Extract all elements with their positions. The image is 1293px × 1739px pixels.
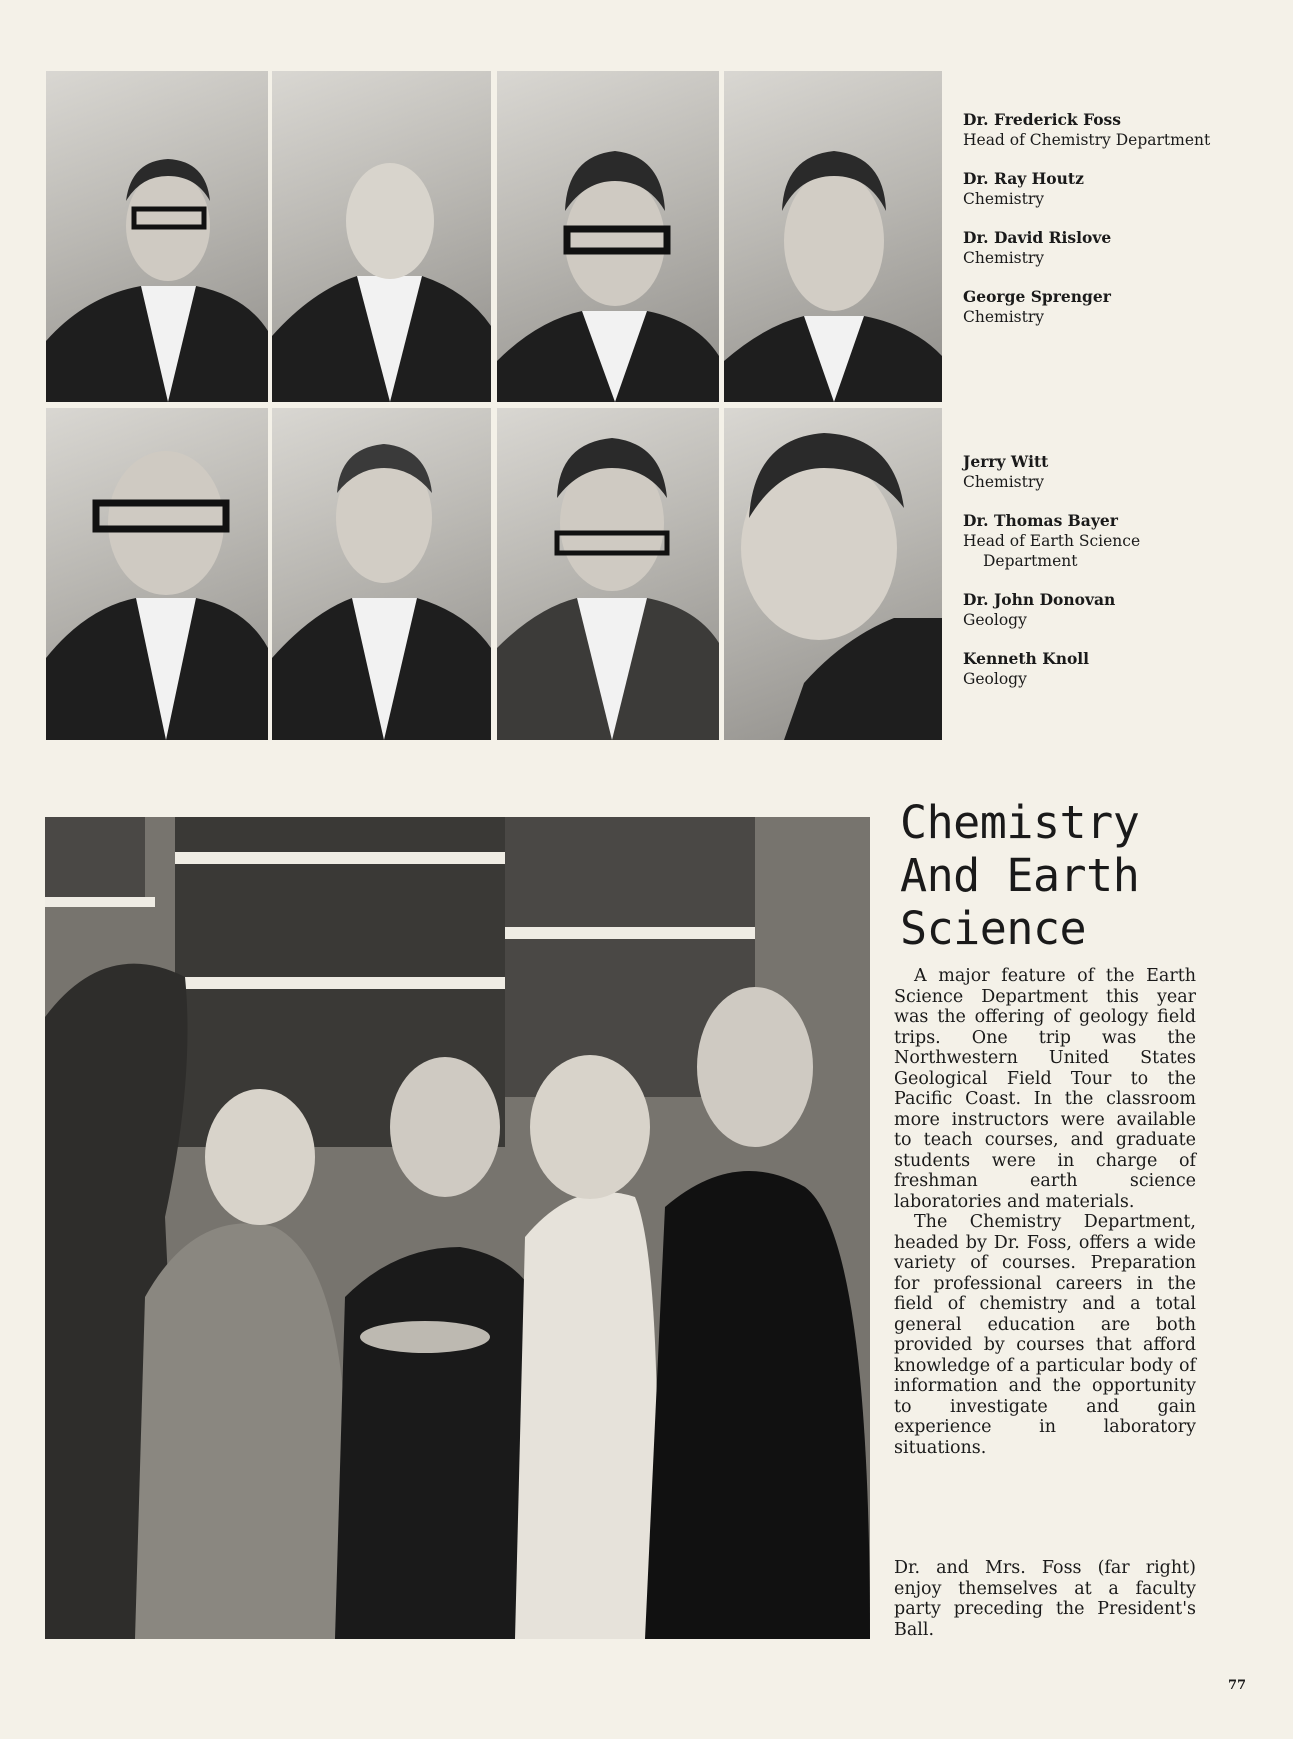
faculty-name: Dr. Ray Houtz [963, 169, 1084, 188]
faculty-name: Jerry Witt [963, 452, 1049, 471]
faculty-name: Dr. Frederick Foss [963, 110, 1122, 129]
faculty-role: Chemistry [963, 249, 1045, 267]
faculty-name: George Sprenger [963, 287, 1111, 306]
faculty-entry [963, 649, 1213, 689]
portrait-jerry-witt [46, 408, 268, 740]
article-paragraph: The Chemistry Department, headed by Dr. Foss, offers a wide variety of courses. Preparation for professional careers in the field of chemistry and a total general education are both provided by courses that afford knowledge of a particular body of information and the opportunity to investigate and gain experience in laboratory situations. [894, 1212, 1196, 1458]
faculty-list-top [963, 110, 1213, 346]
faculty-name: Dr. Thomas Bayer [963, 511, 1118, 530]
faculty-role: Head of Chemistry Department [963, 131, 1211, 149]
faculty-entry [963, 228, 1213, 268]
portrait-frederick-foss [46, 71, 268, 402]
portrait-kenneth-knoll [724, 408, 942, 740]
article-body [894, 966, 1196, 1458]
photo-caption: Dr. and Mrs. Foss (far right) enjoy themselves at a faculty party preceding the President's Ball. [894, 1558, 1196, 1640]
faculty-name: Kenneth Knoll [963, 649, 1090, 668]
portrait-thomas-bayer [272, 408, 491, 740]
faculty-entry [963, 452, 1213, 492]
page-number: 77 [1228, 1678, 1247, 1693]
faculty-entry [963, 511, 1213, 571]
faculty-entry [963, 169, 1213, 209]
portrait-ray-houtz [272, 71, 491, 402]
faculty-role: Chemistry [963, 308, 1045, 326]
portrait-george-sprenger [724, 71, 942, 402]
faculty-role: Chemistry [963, 190, 1045, 208]
faculty-entry [963, 590, 1213, 630]
article-paragraph: A major feature of the Earth Science Department this year was the offering of geology field trips. One trip was the Northwestern United States Geological Field Tour to the Pacific Coast. In the classroom more instructors were available to teach courses, and graduate students were in charge of freshman earth science laboratories and materials. [894, 966, 1196, 1212]
faculty-role: Chemistry [963, 473, 1045, 491]
faculty-name: Dr. David Rislove [963, 228, 1112, 247]
faculty-role: Head of Earth Science Department [963, 532, 1141, 570]
faculty-role: Geology [963, 611, 1027, 629]
faculty-name: Dr. John Donovan [963, 590, 1116, 609]
faculty-list-bottom [963, 452, 1213, 708]
portrait-david-rislove [497, 71, 719, 402]
faculty-party-photo [45, 817, 870, 1639]
portrait-john-donovan [497, 408, 719, 740]
faculty-role: Geology [963, 670, 1027, 688]
section-title: Chemistry And Earth Science [900, 796, 1140, 955]
faculty-entry [963, 287, 1213, 327]
faculty-entry [963, 110, 1213, 150]
